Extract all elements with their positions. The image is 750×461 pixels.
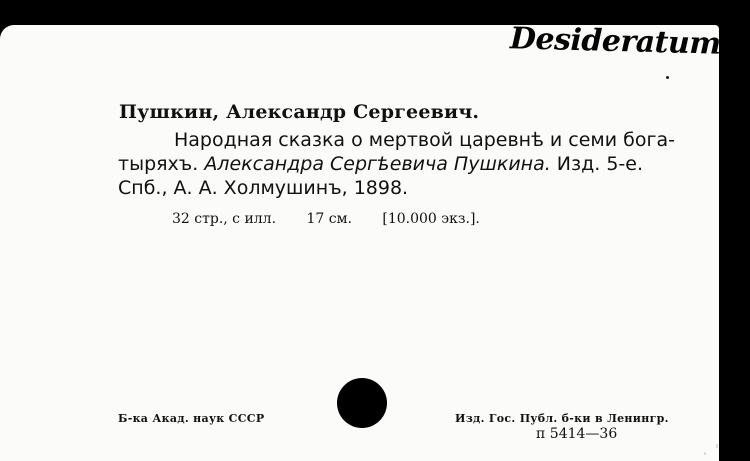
description-line-1 (118, 128, 698, 152)
author-heading: Пушкин, Александр Сергеевич. (119, 101, 480, 123)
library-imprint: Б-ка Акад. наук СССР (118, 412, 265, 425)
imprint: Спб., А. А. Холмушинъ, 1898. (118, 177, 409, 199)
handwritten-annotation: Desideratum (509, 21, 722, 62)
description-text: тыряхъ. (118, 153, 205, 175)
pagination: 32 стр., с илл. (172, 211, 277, 227)
punch-hole (337, 378, 387, 428)
publisher-imprint: Изд. Гос. Публ. б-ки в Ленингр. (455, 412, 669, 425)
bibliographic-description (118, 128, 698, 200)
order-number: п 5414—36 (536, 426, 618, 442)
print-run: [10.000 экз.]. (382, 211, 480, 227)
collation-line (172, 211, 480, 227)
card-edge-mark (716, 444, 718, 448)
edition-statement: Изд. 5-е. (550, 153, 644, 175)
description-line-3 (118, 176, 698, 200)
description-line-2 (118, 152, 698, 176)
author-statement: Александра Сергѣевича Пушкина. (204, 153, 551, 175)
card-edge-mark (704, 452, 706, 455)
dimensions: 17 см. (306, 211, 352, 227)
description-text: Народная сказка о мертвой царевнѣ и семи бога- (174, 129, 675, 151)
ink-dot (666, 76, 669, 79)
